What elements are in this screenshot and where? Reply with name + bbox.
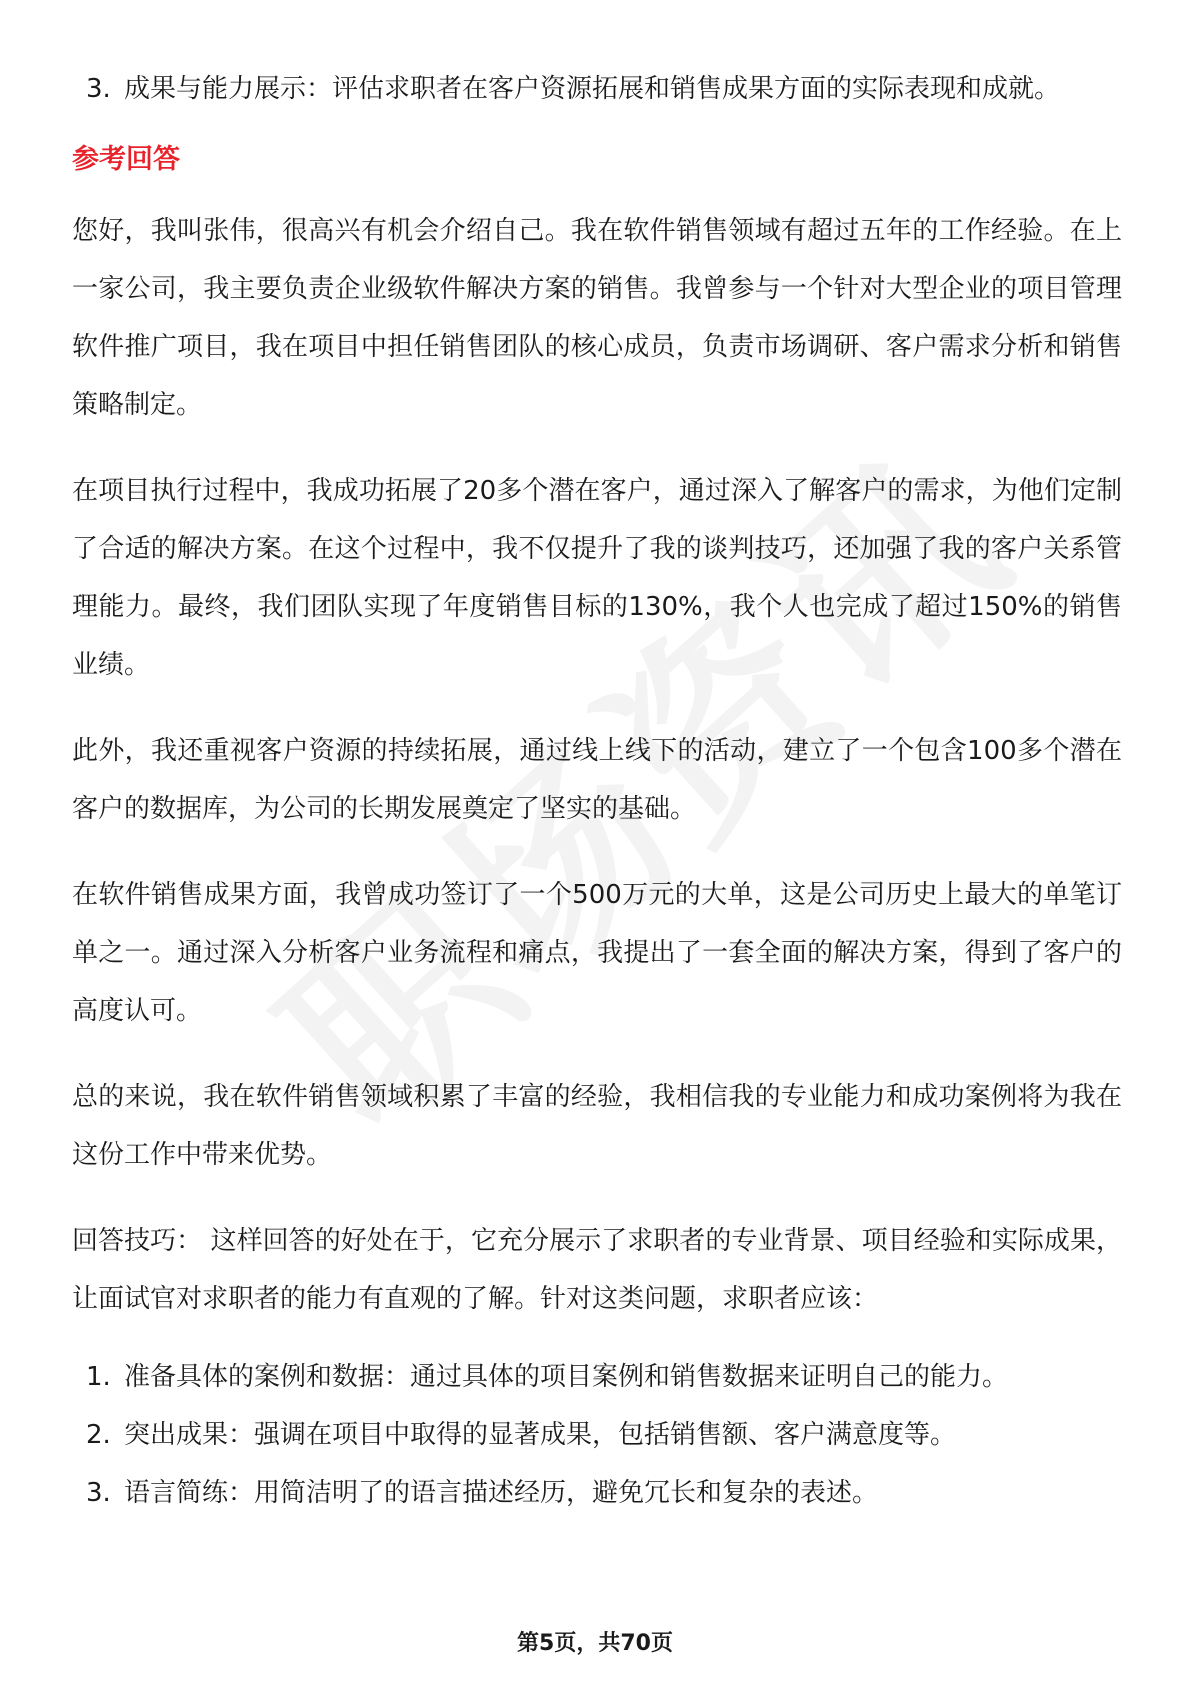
list-item [72, 60, 1122, 118]
tips-intro-paragraph: 回答技巧： 这样回答的好处在于，它充分展示了求职者的专业背景、项目经验和实际成果，让面试官对求职者的能力有直观的了解。针对这类问题，求职者应该： [72, 1226, 1122, 1314]
list-item-number: 3. [86, 1478, 111, 1508]
list-item [72, 1464, 1122, 1522]
list-item-number: 1. [86, 1362, 111, 1392]
list-item-number: 2. [86, 1420, 111, 1450]
page-number-footer: 第5页，共70页 [517, 1631, 673, 1656]
criteria-list [72, 60, 1122, 118]
answer-paragraph-2: 在项目执行过程中，我成功拓展了20多个潜在客户，通过深入了解客户的需求，为他们定制了合适的解决方案。在这个过程中，我不仅提升了我的谈判技巧，还加强了我的客户关系管理能力。最终，我们团队实现了年度销售目标的130%，我个人也完成了超过150%的销售业绩。 [72, 476, 1122, 680]
list-item-number: 3. [86, 74, 111, 104]
page-content [72, 60, 1122, 1522]
list-item [72, 1406, 1122, 1464]
list-item-text: 语言简练：用简洁明了的语言描述经历，避免冗长和复杂的表述。 [124, 1478, 879, 1508]
tips-list [72, 1348, 1122, 1522]
list-item [72, 1348, 1122, 1406]
answer-paragraph-4: 在软件销售成果方面，我曾成功签订了一个500万元的大单，这是公司历史上最大的单笔订单之一。通过深入分析客户业务流程和痛点，我提出了一套全面的解决方案，得到了客户的高度认可。 [72, 880, 1122, 1026]
answer-paragraph-5: 总的来说，我在软件销售领域积累了丰富的经验，我相信我的专业能力和成功案例将为我在这份工作中带来优势。 [72, 1082, 1122, 1170]
answer-heading: 参考回答 [72, 144, 180, 175]
answer-paragraph-1: 您好，我叫张伟，很高兴有机会介绍自己。我在软件销售领域有超过五年的工作经验。在上一家公司，我主要负责企业级软件解决方案的销售。我曾参与一个针对大型企业的项目管理软件推广项目，我在项目中担任销售团队的核心成员，负责市场调研、客户需求分析和销售策略制定。 [72, 216, 1122, 420]
list-item-text: 突出成果：强调在项目中取得的显著成果，包括销售额、客户满意度等。 [124, 1420, 957, 1450]
answer-paragraph-3: 此外，我还重视客户资源的持续拓展，通过线上线下的活动，建立了一个包含100多个潜在客户的数据库，为公司的长期发展奠定了坚实的基础。 [72, 736, 1122, 824]
list-item-text: 准备具体的案例和数据：通过具体的项目案例和销售数据来证明自己的能力。 [124, 1362, 1009, 1392]
list-item-text: 成果与能力展示：评估求职者在客户资源拓展和销售成果方面的实际表现和成就。 [124, 74, 1061, 104]
